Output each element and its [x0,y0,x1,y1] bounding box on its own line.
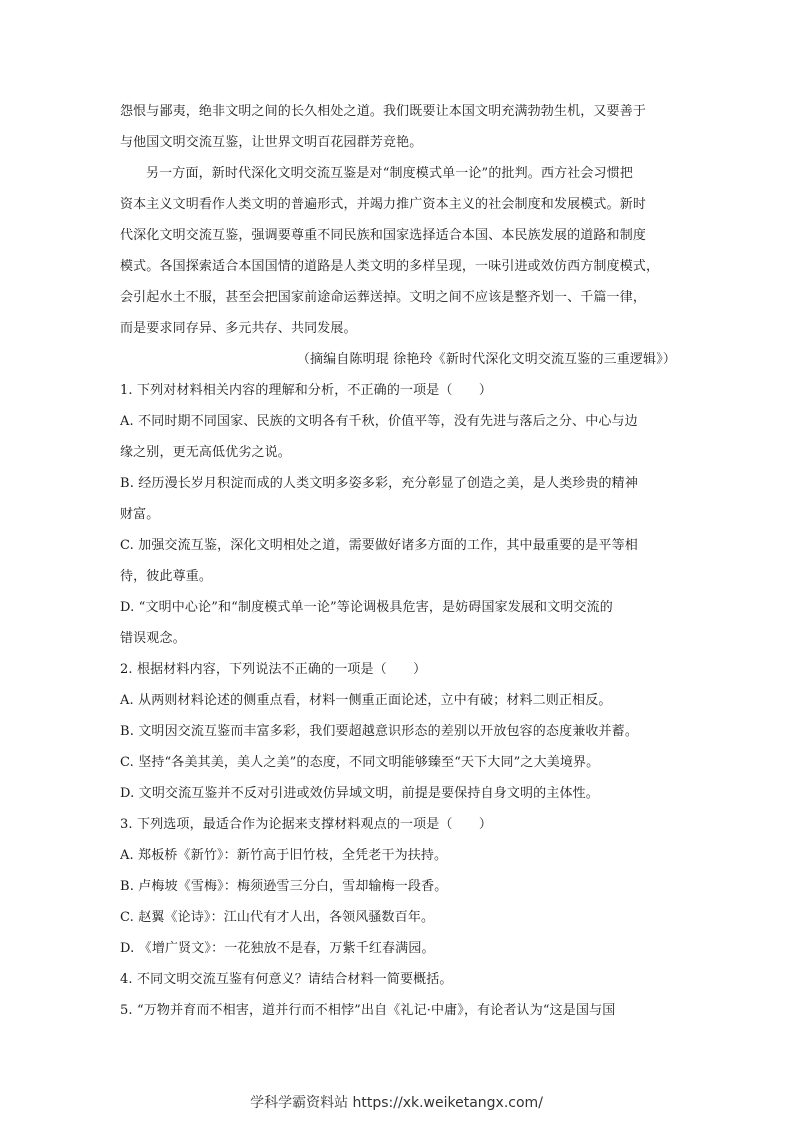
paragraph-line: 模式。各国探索适合本国国情的道路是人类文明的多样呈现，一味引进或效仿西方制度模式， [120,259,660,274]
paragraph-line: 另一方面，新时代深化文明交流互鉴是对“制度模式单一论”的批判。西方社会习惯把 [146,166,633,181]
question-1-option-c: 待，彼此尊重。 [120,569,213,584]
question-5-stem: 5. “万物并育而不相害，道并行而不相悖”出自《礼记·中庸》，有论者认为“这是国与国 [120,1003,616,1018]
question-1-option-d: D. “文明中心论”和“制度模式单一论”等论调极具危害，是妨碍国家发展和文明交流的 [120,600,613,615]
question-1-option-c: C. 加强交流互鉴，深化文明相处之道，需要做好诸多方面的工作，其中最重要的是平等相 [120,538,638,553]
question-3-stem: 3. 下列选项，最适合作为论据来支撑材料观点的一项是（ ） [120,817,493,832]
question-1-option-b: 财富。 [120,507,160,522]
question-1-option-d: 错误观念。 [120,631,186,646]
question-2-option-b: B. 文明因交流互鉴而丰富多彩，我们要超越意识形态的差别以开放包容的态度兼收并蓄。 [120,724,638,739]
question-3-option-c: C. 赵翼《论诗》：江山代有才人出，各领风骚数百年。 [120,910,435,925]
paragraph-line: 资本主义文明看作人类文明的普遍形式，并竭力推广资本主义的社会制度和发展模式。新时 [120,197,647,212]
question-1-stem: 1. 下列对材料相关内容的理解和分析，不正确的一项是（ ） [120,383,493,398]
question-1-option-b: B. 经历漫长岁月积淀而成的人类文明多姿多彩，充分彰显了创造之美，是人类珍贵的精神 [120,476,638,491]
paragraph-line: 怨恨与鄙夷，绝非文明之间的长久相处之道。我们既要让本国文明充满勃勃生机，又要善于 [120,104,647,119]
question-1-option-a: A. 不同时期不同国家、民族的文明各有千秋，价值平等，没有先进与落后之分、中心与边 [120,414,638,429]
footer-watermark: 学科学霸资料站 https://xk.weiketangx.com/ [250,1095,543,1111]
question-4-stem: 4. 不同文明交流互鉴有何意义？请结合材料一简要概括。 [120,972,453,987]
question-2-option-a: A. 从两则材料论述的侧重点看，材料一侧重正面论述，立中有破；材料二则正相反。 [120,693,612,708]
paragraph-line: 代深化文明交流互鉴，强调要尊重不同民族和国家选择适合本国、本民族发展的道路和制度 [120,228,647,243]
question-3-option-d: D. 《增广贤文》：一花独放不是春，万紫千红春满园。 [120,941,435,956]
paragraph-line: 与他国文明交流互鉴，让世界文明百花园群芳竞艳。 [120,135,423,150]
paragraph-line: 会引起水土不服，甚至会把国家前途命运葬送掉。文明之间不应该是整齐划一、千篇一律， [120,290,647,305]
source-citation: （摘编自陈明琨 徐艳玲《新时代深化文明交流互鉴的三重逻辑》） [296,352,676,367]
question-3-option-a: A. 郑板桥《新竹》：新竹高于旧竹枝，全凭老干为扶持。 [120,848,448,863]
question-2-stem: 2. 根据材料内容，下列说法不正确的一项是（ ） [120,662,427,677]
paragraph-line: 而是要求同存异、多元共存、共同发展。 [120,321,357,336]
question-2-option-d: D. 文明交流互鉴并不反对引进或效仿异域文明，前提是要保持自身文明的主体性。 [120,786,599,801]
question-2-option-c: C. 坚持“各美其美，美人之美”的态度，不同文明能够臻至“天下大同”之大美境界。 [120,755,600,770]
question-1-option-a: 缘之别，更无高低优劣之说。 [120,445,291,460]
question-3-option-b: B. 卢梅坡《雪梅》：梅须逊雪三分白，雪却输梅一段香。 [120,879,448,894]
